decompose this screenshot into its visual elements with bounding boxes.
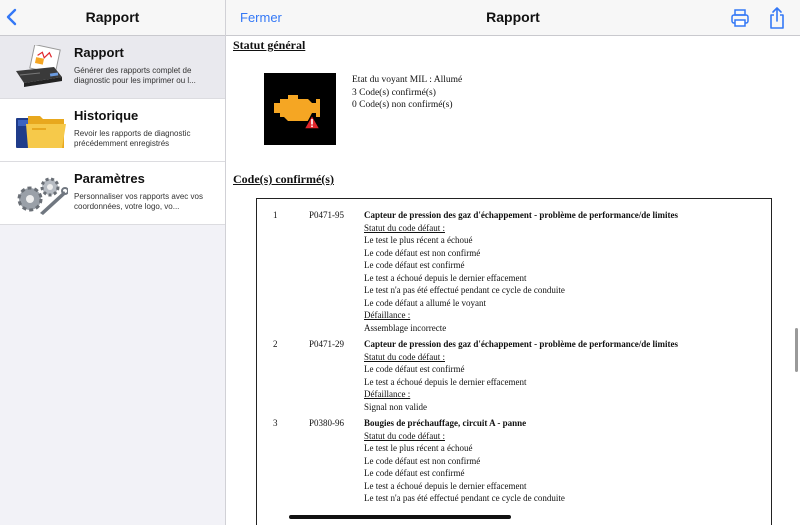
print-button[interactable]: [730, 8, 750, 28]
report-printer-icon: [10, 45, 68, 91]
code-title: Bougies de préchauffage, circuit A - panne: [364, 418, 527, 428]
page-title: Rapport: [486, 9, 540, 25]
code-id: P0380-96: [309, 418, 345, 428]
status-line: Le test le plus récent a échoué: [364, 443, 473, 453]
status-line: Le code défaut a allumé le voyant: [364, 297, 486, 308]
status-line: Le code défaut est non confirmé: [364, 247, 481, 258]
status-line: Le code défaut est non confirmé: [364, 455, 481, 466]
failure-label: Défaillance :: [364, 389, 411, 399]
report-view: [226, 0, 800, 525]
status-line: Le test n'a pas été effectué pendant ce cycle de conduite: [364, 285, 565, 295]
status-line: Le test le plus récent a échoué: [364, 235, 473, 245]
code-index: 2: [273, 339, 278, 349]
status-line: Le test n'a pas été effectué pendant ce cycle de conduite: [364, 493, 565, 503]
confirmed-count: 3 Code(s) confirmé(s): [352, 87, 436, 98]
sidebar-item-description: Générer des rapports complet de diagnostic pour les imprimer ou l...: [74, 66, 196, 85]
status-label: Statut du code défaut :: [364, 351, 445, 362]
sidebar-item-historique[interactable]: [0, 99, 225, 162]
sidebar-item-title: Historique: [74, 108, 139, 123]
code-details: [364, 209, 764, 334]
status-label: Statut du code défaut :: [364, 222, 445, 233]
general-status-heading: Statut général: [233, 38, 306, 52]
sidebar-nav-bar: [0, 0, 225, 36]
code-index: 3: [273, 418, 278, 428]
sidebar-item-title: Rapport: [74, 45, 124, 60]
failure-value: Signal non valide: [364, 401, 427, 412]
code-title: Capteur de pression des gaz d'échappement - problème de performance/de limites: [364, 339, 678, 349]
status-line: Le test a échoué depuis le dernier effacement: [364, 272, 527, 283]
report-document[interactable]: [226, 36, 800, 525]
sidebar-item-description: Personnaliser vos rapports avec vos coordonnées, votre logo, vo...: [74, 192, 203, 211]
unconfirmed-count: 0 Code(s) non confirmé(s): [352, 100, 453, 110]
sidebar-item-rapport[interactable]: [0, 36, 225, 99]
home-indicator[interactable]: [289, 515, 511, 519]
sidebar: [0, 0, 226, 525]
status-line: Le test a échoué depuis le dernier effacement: [364, 480, 527, 491]
check-engine-icon: [264, 73, 336, 145]
confirmed-codes-heading: Code(s) confirmé(s): [233, 172, 334, 186]
main-nav-bar: [226, 0, 800, 36]
sidebar-item-parametres[interactable]: [0, 162, 225, 225]
close-button[interactable]: Fermer: [240, 10, 282, 25]
mil-status: Etat du voyant MIL : Allumé: [352, 75, 463, 85]
status-line: Le test a échoué depuis le dernier effacement: [364, 376, 527, 387]
code-index: 1: [273, 210, 278, 220]
sidebar-item-description: Revoir les rapports de diagnostic précédemment enregistrés: [74, 129, 191, 148]
share-icon: [768, 6, 786, 30]
scroll-indicator[interactable]: [795, 328, 798, 372]
code-title: Capteur de pression des gaz d'échappement - problème de performance/de limites: [364, 210, 678, 220]
failure-value: Assemblage incorrecte: [364, 322, 447, 333]
report-menu: [0, 36, 225, 225]
failure-label: Défaillance :: [364, 310, 411, 320]
status-line: Le code défaut est confirmé: [364, 468, 465, 478]
code-details: [364, 338, 764, 413]
status-line: Le code défaut est confirmé: [364, 260, 465, 270]
folder-history-icon: [10, 108, 68, 154]
confirmed-codes-table: [256, 198, 772, 525]
code-id: P0471-29: [309, 339, 345, 349]
code-id: P0471-95: [309, 210, 345, 220]
status-line: Le code défaut est confirmé: [364, 364, 465, 374]
sidebar-title: Rapport: [85, 9, 140, 25]
sidebar-item-title: Paramètres: [74, 171, 145, 186]
printer-icon: [730, 8, 750, 28]
status-label: Statut du code défaut :: [364, 430, 445, 441]
share-button[interactable]: [768, 6, 786, 30]
general-status-lines: [352, 74, 462, 112]
code-details: [364, 417, 764, 505]
gears-icon: [10, 171, 68, 217]
